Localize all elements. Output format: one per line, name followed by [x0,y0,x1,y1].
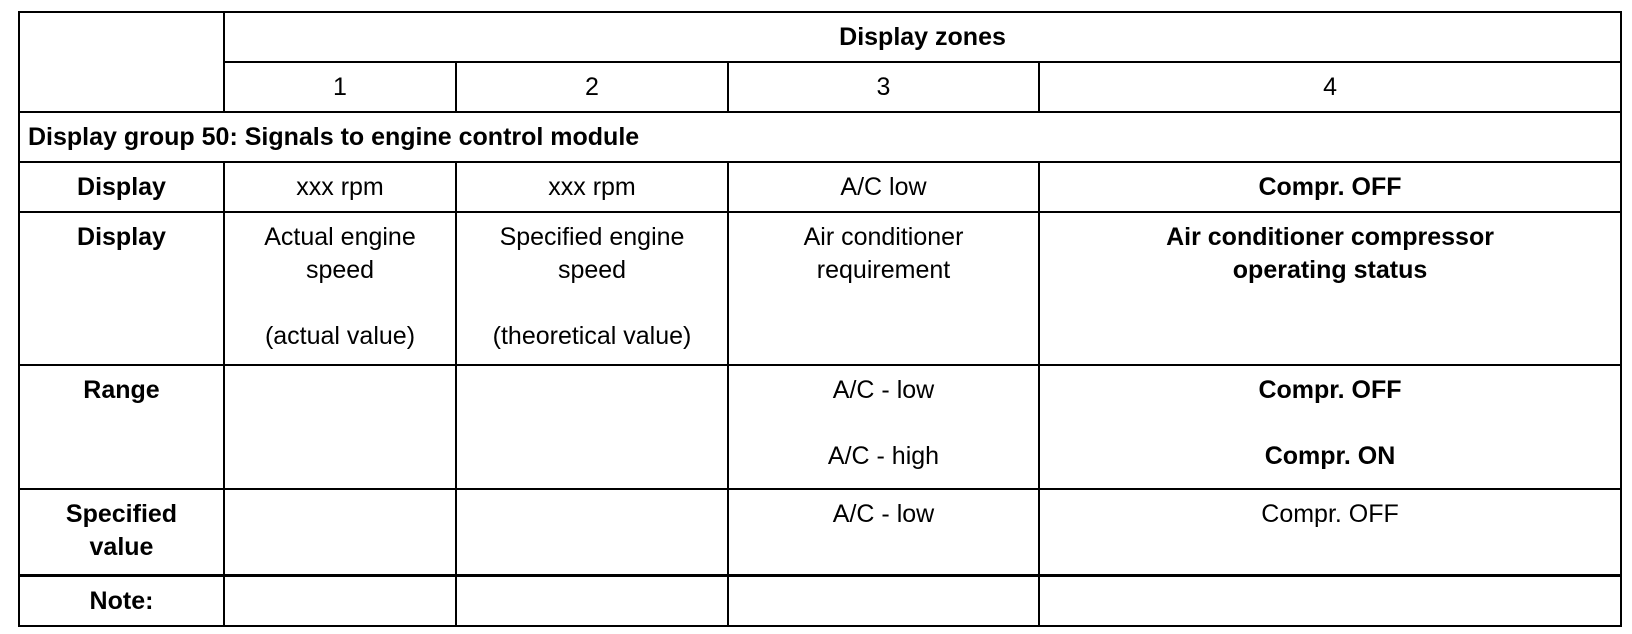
description-zone-1-line-3: (actual value) [264,322,416,350]
row-label-display-description: Display [19,212,224,365]
header-row-numbers [19,62,1621,112]
range-zone-3 [728,365,1039,489]
spacer [231,287,449,320]
description-zone-4 [1039,212,1621,365]
specified-zone-2 [456,489,728,576]
display-row-descriptions [19,212,1621,365]
row-label-display: Display [19,162,224,212]
spacer [1046,407,1614,440]
description-zone-1-line-1: Actual engine [264,223,416,251]
specified-zone-1 [224,489,456,576]
zone-number-3: 3 [728,62,1039,112]
description-zone-4-line-1: Air conditioner compressor [1166,223,1494,251]
description-zone-1-line-2: speed [305,256,375,284]
zone-number-2: 2 [456,62,728,112]
row-label-note: Note: [19,576,224,627]
display-value-zone-2: xxx rpm [456,162,728,212]
row-label-specified-value [19,489,224,576]
spacer [463,287,721,320]
description-zone-2-line-1: Specified engine [499,223,685,251]
zone-number-1: 1 [224,62,456,112]
display-value-zone-4: Compr. OFF [1039,162,1621,212]
description-zone-2-line-3: (theoretical value) [492,322,692,350]
group-title: Display group 50: Signals to engine control module [19,112,1621,162]
specified-label-line-1: Specified [65,500,178,528]
note-zone-1 [224,576,456,627]
note-row [19,576,1621,627]
note-zone-2 [456,576,728,627]
specified-value-row [19,489,1621,576]
description-zone-1 [224,212,456,365]
group-title-row [19,112,1621,162]
description-zone-2-line-2: speed [557,256,627,284]
range-row [19,365,1621,489]
display-group-table [18,11,1622,627]
note-zone-3 [728,576,1039,627]
display-value-zone-3: A/C low [728,162,1039,212]
description-zone-3 [728,212,1039,365]
specified-label-line-2: value [89,533,154,561]
description-zone-3-line-2: requirement [816,256,951,284]
header-corner-cell [19,12,224,112]
display-row-values [19,162,1621,212]
note-zone-4 [1039,576,1621,627]
range-zone-4 [1039,365,1621,489]
range-zone-3-low: A/C - low [832,376,935,404]
range-zone-2 [456,365,728,489]
spacer [735,407,1032,440]
display-value-zone-1: xxx rpm [224,162,456,212]
description-zone-4-line-2: operating status [1232,256,1428,284]
display-zones-title: Display zones [224,12,1621,62]
header-row-title [19,12,1621,62]
range-zone-3-high: A/C - high [827,442,940,470]
specified-zone-4: Compr. OFF [1039,489,1621,576]
display-group-table-container [18,11,1620,627]
range-zone-4-on: Compr. ON [1264,442,1396,470]
description-zone-3-line-1: Air conditioner [803,223,964,251]
description-zone-2 [456,212,728,365]
specified-zone-3: A/C - low [728,489,1039,576]
zone-number-4: 4 [1039,62,1621,112]
range-zone-1 [224,365,456,489]
range-zone-4-off: Compr. OFF [1258,376,1402,404]
row-label-range: Range [19,365,224,489]
